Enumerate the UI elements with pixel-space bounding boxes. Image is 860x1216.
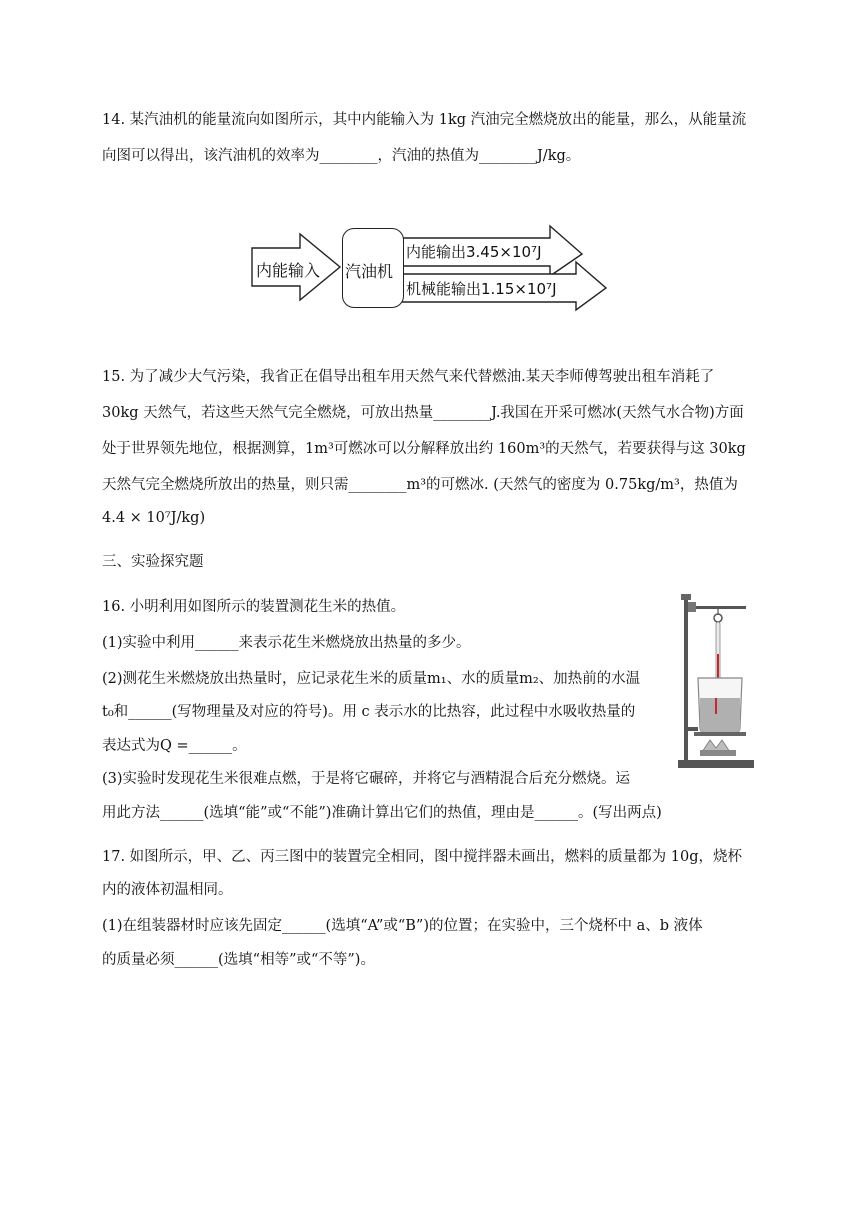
energy-flow-diagram xyxy=(250,224,610,312)
diagram-input-label: 内能输入 xyxy=(256,261,321,280)
q15-line-2: 30kg 天然气，若这些天然气完全燃烧，可放出热量________J.我国在开采可燃冰(天然气水合物)方面 xyxy=(102,405,744,421)
q16-line-5: 表达式为Q =______。 xyxy=(102,738,247,754)
diagram-engine-box xyxy=(342,228,404,308)
q17-line-4: 的质量必须______(选填“相等”或“不等”)。 xyxy=(102,952,375,968)
q17-line-3: (1)在组装器材时应该先固定______(选填“A”或“B”)的位置；在实验中，三个烧杯中 a、b 液体 xyxy=(102,918,703,934)
q16-line-4: t₀和______(写物理量及对应的符号)。用 c 表示水的比热容，此过程中水吸收热量的 xyxy=(102,704,636,720)
q14-line-2: 向图可以得出，该汽油机的效率为________，汽油的热值为________J/kg。 xyxy=(102,148,581,164)
q17-line-2: 内的液体初温相同。 xyxy=(102,882,233,898)
q16-line-3: (2)测花生米燃烧放出热量时，应记录花生米的质量m₁、水的质量m₂、加热前的水温 xyxy=(102,671,641,687)
q16-line-2: (1)实验中利用______来表示花生米燃烧放出热量的多少。 xyxy=(102,635,471,651)
q15-line-3: 处于世界领先地位，根据测算，1m³可燃冰可以分解释放出约 160m³的天然气，若要获得与这 30kg xyxy=(102,441,746,457)
q17-line-1: 17. 如图所示，甲、乙、丙三图中的装置完全相同，图中搅拌器未画出，燃料的质量都为 10g，烧杯 xyxy=(102,849,743,865)
q16-line-7: 用此方法______(选填“能”或“不能”)准确计算出它们的热值，理由是______。(写出两点) xyxy=(102,805,662,821)
section-heading: 三、实验探究题 xyxy=(102,554,204,570)
diagram-engine-label: 汽油机 xyxy=(345,262,394,281)
q16-line-1: 16. 小明利用如图所示的装置测花生米的热值。 xyxy=(102,599,406,615)
q15-line-4: 天然气完全燃烧所放出的热量，则只需________m³的可燃冰. (天然气的密度为 0.75kg/m³，热值为 xyxy=(102,477,738,493)
diagram-output-1-label: 内能输出3.45×10⁷J xyxy=(406,243,542,261)
q15-line-5: 4.4 × 10⁷J/kg) xyxy=(102,510,206,526)
apparatus-illustration xyxy=(676,592,756,770)
q16-line-6: (3)实验时发现花生米很难点燃，于是将它碾碎，并将它与酒精混合后充分燃烧。运 xyxy=(102,771,631,787)
q14-line-1: 14. 某汽油机的能量流向如图所示，其中内能输入为 1kg 汽油完全燃烧放出的能量，那么，从能量流 xyxy=(102,112,747,128)
diagram-output-2-label: 机械能输出1.15×10⁷J xyxy=(406,280,557,298)
q15-line-1: 15. 为了减少大气污染，我省正在倡导出租车用天然气来代替燃油.某天李师傅驾驶出租车消耗了 xyxy=(102,369,715,385)
